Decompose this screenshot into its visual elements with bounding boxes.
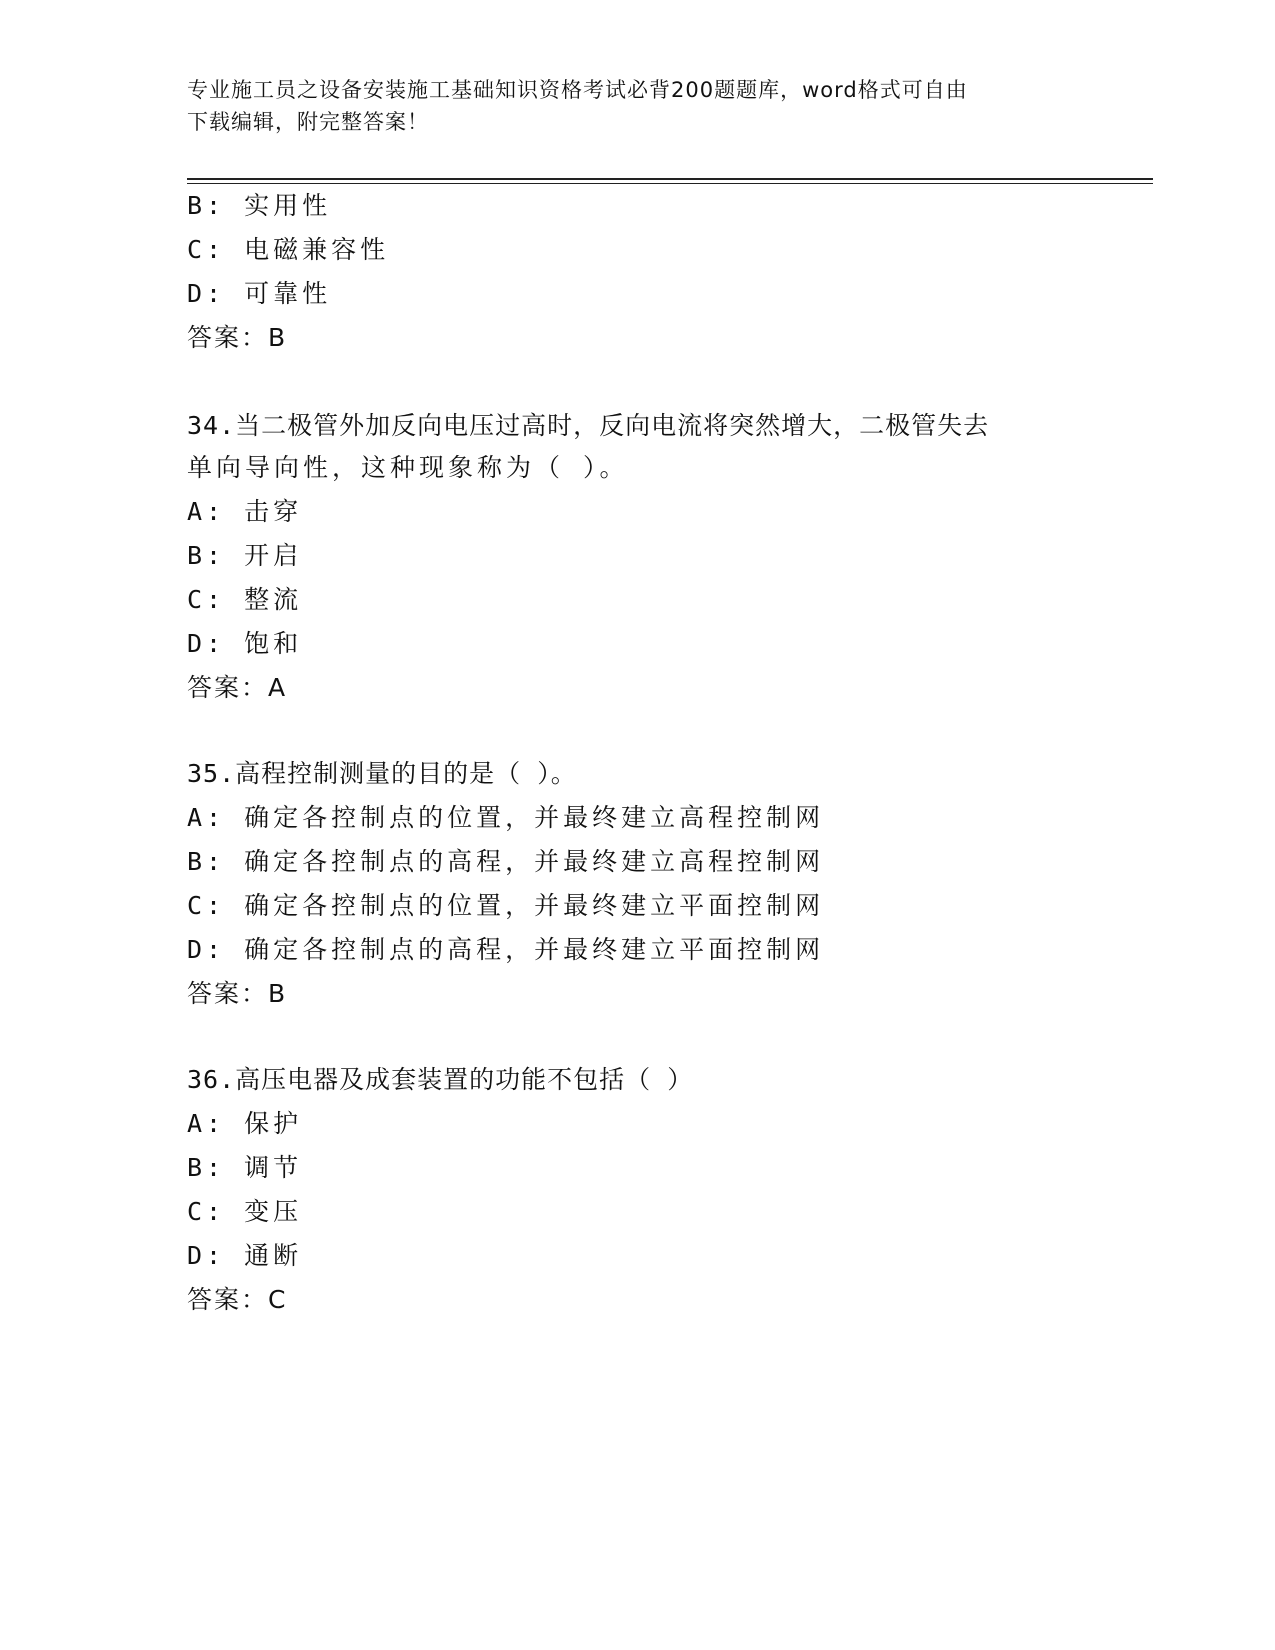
q34-answer: 答案：A <box>187 673 288 702</box>
header-divider-top <box>187 178 1153 180</box>
q34-stem-line-1: 34.当二极管外加反向电压过高时，反向电流将突然增大，二极管失去 <box>187 411 990 440</box>
q36-option-a: A: 保护 <box>187 1109 303 1138</box>
q34-stem-line-2: 单向导向性，这种现象称为（ ）。 <box>187 453 629 482</box>
header-title-line-1: 专业施工员之设备安装施工基础知识资格考试必背200题题库，word格式可自由 <box>187 78 968 102</box>
q35-option-c: C: 确定各控制点的位置，并最终建立平面控制网 <box>187 891 825 920</box>
prev-option-d: D: 可靠性 <box>187 279 332 308</box>
q35-answer: 答案：B <box>187 979 288 1008</box>
header-title-line-2: 下载编辑，附完整答案！ <box>187 110 429 134</box>
q35-option-d: D: 确定各控制点的高程，并最终建立平面控制网 <box>187 935 825 964</box>
q35-option-b: B: 确定各控制点的高程，并最终建立高程控制网 <box>187 847 825 876</box>
q36-option-b: B: 调节 <box>187 1153 303 1182</box>
q34-option-b: B: 开启 <box>187 541 303 570</box>
q35-option-a: A: 确定各控制点的位置，并最终建立高程控制网 <box>187 803 825 832</box>
prev-answer: 答案：B <box>187 323 288 352</box>
prev-option-c: C: 电磁兼容性 <box>187 235 390 264</box>
q36-stem-line-1: 36.高压电器及成套装置的功能不包括（ ） <box>187 1065 694 1094</box>
q36-option-c: C: 变压 <box>187 1197 303 1226</box>
q36-answer: 答案：C <box>187 1285 288 1314</box>
q35-stem-line-1: 35.高程控制测量的目的是（ ）。 <box>187 759 577 788</box>
header-divider-bottom <box>187 183 1153 184</box>
q36-option-d: D: 通断 <box>187 1241 303 1270</box>
q34-option-d: D: 饱和 <box>187 629 303 658</box>
q34-option-c: C: 整流 <box>187 585 303 614</box>
document-header <box>187 74 1077 138</box>
prev-option-b: B: 实用性 <box>187 191 332 220</box>
q34-option-a: A: 击穿 <box>187 497 303 526</box>
